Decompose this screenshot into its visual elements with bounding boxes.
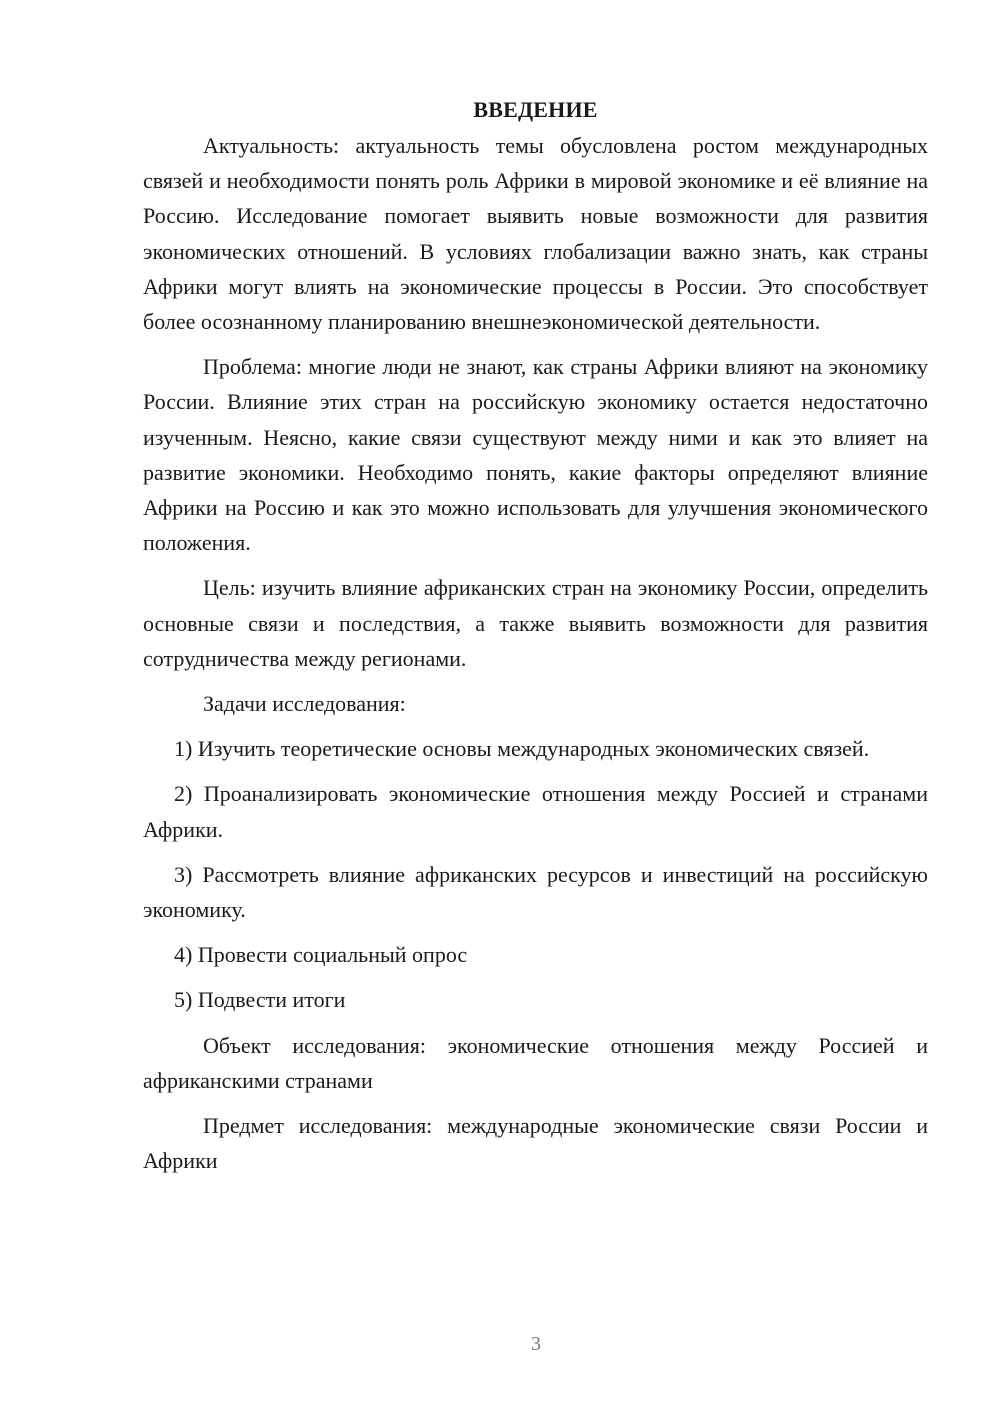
relevance-paragraph: Актуальность: актуальность темы обусловлена ростом международных связей и необходимости понять роль Африки в мировой экономике и её влияние на Россию. Исследование помогает выявить новые возможности для развития экономических отношений. В условиях глобализации важно знать, как страны Африки могут влиять на экономические процессы в России. Это способствует более осознанному планированию внешнеэкономической деятельности. bbox=[143, 133, 928, 335]
task-item: 1) Изучить теоретические основы международных экономических связей. bbox=[174, 736, 870, 762]
task-item: 3) Рассмотреть влияние африканских ресурсов и инвестиций на российскую экономику. bbox=[143, 861, 928, 923]
page-title: ВВЕДЕНИЕ bbox=[473, 97, 598, 122]
task-item: 2) Проанализировать экономические отношения между Россией и странами Африки. bbox=[143, 781, 928, 842]
goal-paragraph: Цель: изучить влияние африканских стран на экономику России, определить основные связи и последствия, а также выявить возможности для развития сотрудничества между регионами. bbox=[143, 575, 928, 671]
subject-paragraph: Предмет исследования: международные экономические связи России и Африки bbox=[143, 1113, 928, 1174]
document-page bbox=[143, 92, 928, 1188]
page-number: 3 bbox=[531, 1333, 541, 1355]
tasks-heading: Задачи исследования: bbox=[203, 691, 406, 717]
object-paragraph: Объект исследования: экономические отношения между Россией и африканскими странами bbox=[143, 1032, 928, 1093]
task-item: 4) Провести социальный опрос bbox=[174, 942, 468, 968]
problem-paragraph: Проблема: многие люди не знают, как страны Африки влияют на экономику России. Влияние этих стран на российскую экономику остается недостаточно изученным. Неясно, какие связи существуют между ними и как это влияет на развитие экономики. Необходимо понять, какие факторы определяют влияние Африки на Россию и как это можно использовать для улучшения экономического положения. bbox=[143, 354, 928, 556]
task-item: 5) Подвести итоги bbox=[174, 987, 346, 1013]
